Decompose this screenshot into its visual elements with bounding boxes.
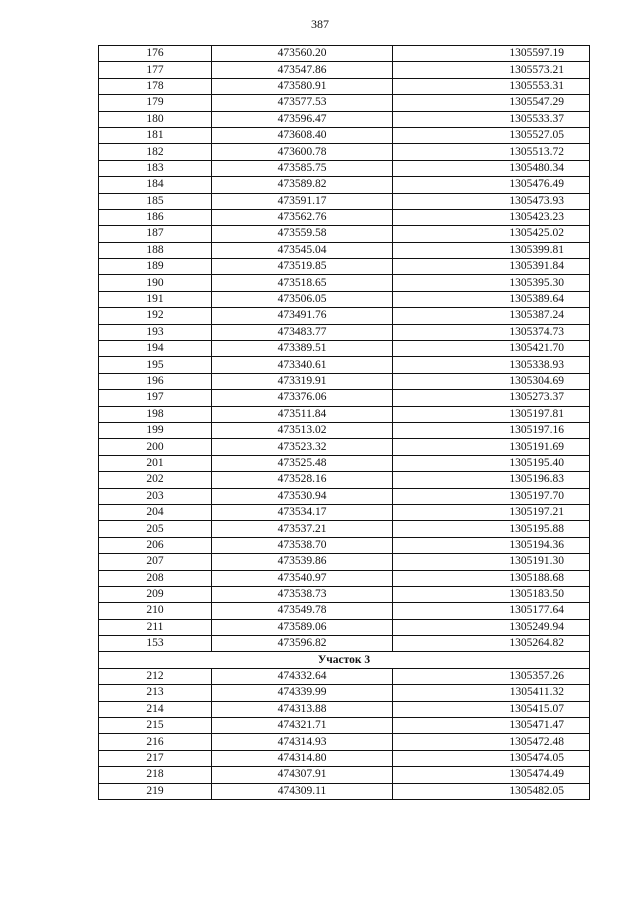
table-row (99, 718, 590, 734)
table-row (99, 324, 590, 340)
point-number-cell: 179 (99, 95, 212, 111)
x-coordinate-cell: 473340.61 (212, 357, 393, 373)
x-coordinate-cell: 473562.76 (212, 209, 393, 225)
point-number-cell: 200 (99, 439, 212, 455)
point-number-cell: 198 (99, 406, 212, 422)
y-coordinate-cell: 1305249.94 (393, 619, 590, 635)
x-coordinate-cell: 473518.65 (212, 275, 393, 291)
y-coordinate-cell: 1305474.49 (393, 767, 590, 783)
table-row (99, 111, 590, 127)
y-coordinate-cell: 1305197.16 (393, 422, 590, 438)
table-row (99, 259, 590, 275)
y-coordinate-cell: 1305421.70 (393, 341, 590, 357)
point-number-cell: 187 (99, 226, 212, 242)
point-number-cell: 185 (99, 193, 212, 209)
point-number-cell: 153 (99, 636, 212, 652)
point-number-cell: 201 (99, 455, 212, 471)
x-coordinate-cell: 473591.17 (212, 193, 393, 209)
y-coordinate-cell: 1305183.50 (393, 586, 590, 602)
point-number-cell: 189 (99, 259, 212, 275)
point-number-cell: 192 (99, 308, 212, 324)
x-coordinate-cell: 473537.21 (212, 521, 393, 537)
table-row (99, 144, 590, 160)
point-number-cell: 204 (99, 504, 212, 520)
table-row (99, 685, 590, 701)
point-number-cell: 218 (99, 767, 212, 783)
point-number-cell: 216 (99, 734, 212, 750)
section-header-group (99, 652, 590, 668)
y-coordinate-cell: 1305374.73 (393, 324, 590, 340)
point-number-cell: 181 (99, 127, 212, 143)
table-row (99, 767, 590, 783)
y-coordinate-cell: 1305194.36 (393, 537, 590, 553)
page-number: 387 (311, 17, 329, 31)
x-coordinate-cell: 473506.05 (212, 291, 393, 307)
x-coordinate-cell: 473376.06 (212, 390, 393, 406)
point-number-cell: 197 (99, 390, 212, 406)
table-row (99, 586, 590, 602)
point-number-cell: 180 (99, 111, 212, 127)
y-coordinate-cell: 1305480.34 (393, 160, 590, 176)
y-coordinate-cell: 1305195.40 (393, 455, 590, 471)
y-coordinate-cell: 1305513.72 (393, 144, 590, 160)
point-number-cell: 199 (99, 422, 212, 438)
point-number-cell: 177 (99, 62, 212, 78)
y-coordinate-cell: 1305191.30 (393, 554, 590, 570)
point-number-cell: 205 (99, 521, 212, 537)
point-number-cell: 191 (99, 291, 212, 307)
table-row (99, 62, 590, 78)
x-coordinate-cell: 473538.73 (212, 586, 393, 602)
x-coordinate-cell: 473547.86 (212, 62, 393, 78)
x-coordinate-cell: 473539.86 (212, 554, 393, 570)
x-coordinate-cell: 473519.85 (212, 259, 393, 275)
section-title: Участок 3 (99, 652, 590, 668)
table-row (99, 636, 590, 652)
table-row (99, 406, 590, 422)
table-row (99, 160, 590, 176)
point-number-cell: 190 (99, 275, 212, 291)
table-row (99, 226, 590, 242)
table-row (99, 242, 590, 258)
y-coordinate-cell: 1305273.37 (393, 390, 590, 406)
point-number-cell: 209 (99, 586, 212, 602)
table-row (99, 537, 590, 553)
x-coordinate-cell: 474332.64 (212, 668, 393, 684)
table-row (99, 291, 590, 307)
x-coordinate-cell: 473560.20 (212, 46, 393, 62)
table-row (99, 127, 590, 143)
x-coordinate-cell: 473589.82 (212, 177, 393, 193)
y-coordinate-cell: 1305472.48 (393, 734, 590, 750)
x-coordinate-cell: 473534.17 (212, 504, 393, 520)
y-coordinate-cell: 1305597.19 (393, 46, 590, 62)
table-row (99, 193, 590, 209)
x-coordinate-cell: 474313.88 (212, 701, 393, 717)
point-number-cell: 186 (99, 209, 212, 225)
y-coordinate-cell: 1305395.30 (393, 275, 590, 291)
table-row (99, 603, 590, 619)
y-coordinate-cell: 1305357.26 (393, 668, 590, 684)
x-coordinate-cell: 474309.11 (212, 783, 393, 799)
table-row (99, 341, 590, 357)
table-row (99, 783, 590, 799)
x-coordinate-cell: 474307.91 (212, 767, 393, 783)
table-row (99, 488, 590, 504)
x-coordinate-cell: 473389.51 (212, 341, 393, 357)
y-coordinate-cell: 1305188.68 (393, 570, 590, 586)
x-coordinate-cell: 473545.04 (212, 242, 393, 258)
x-coordinate-cell: 473523.32 (212, 439, 393, 455)
x-coordinate-cell: 473513.02 (212, 422, 393, 438)
x-coordinate-cell: 474321.71 (212, 718, 393, 734)
table-row (99, 701, 590, 717)
x-coordinate-cell: 473585.75 (212, 160, 393, 176)
x-coordinate-cell: 473559.58 (212, 226, 393, 242)
table-row (99, 504, 590, 520)
y-coordinate-cell: 1305547.29 (393, 95, 590, 111)
x-coordinate-cell: 473483.77 (212, 324, 393, 340)
table-row (99, 275, 590, 291)
y-coordinate-cell: 1305338.93 (393, 357, 590, 373)
y-coordinate-cell: 1305387.24 (393, 308, 590, 324)
point-number-cell: 217 (99, 750, 212, 766)
y-coordinate-cell: 1305423.23 (393, 209, 590, 225)
point-number-cell: 213 (99, 685, 212, 701)
table-row (99, 373, 590, 389)
y-coordinate-cell: 1305573.21 (393, 62, 590, 78)
y-coordinate-cell: 1305471.47 (393, 718, 590, 734)
x-coordinate-cell: 474314.93 (212, 734, 393, 750)
x-coordinate-cell: 474339.99 (212, 685, 393, 701)
point-number-cell: 184 (99, 177, 212, 193)
table-row (99, 750, 590, 766)
table-row (99, 570, 590, 586)
point-number-cell: 203 (99, 488, 212, 504)
y-coordinate-cell: 1305415.07 (393, 701, 590, 717)
x-coordinate-cell: 473596.47 (212, 111, 393, 127)
x-coordinate-cell: 473580.91 (212, 78, 393, 94)
table-row (99, 734, 590, 750)
y-coordinate-cell: 1305264.82 (393, 636, 590, 652)
table-row (99, 78, 590, 94)
point-number-cell: 193 (99, 324, 212, 340)
y-coordinate-cell: 1305425.02 (393, 226, 590, 242)
point-number-cell: 182 (99, 144, 212, 160)
y-coordinate-cell: 1305196.83 (393, 472, 590, 488)
y-coordinate-cell: 1305195.88 (393, 521, 590, 537)
point-number-cell: 188 (99, 242, 212, 258)
x-coordinate-cell: 473540.97 (212, 570, 393, 586)
point-number-cell: 196 (99, 373, 212, 389)
table-row (99, 668, 590, 684)
table-row (99, 46, 590, 62)
coordinates-table (98, 45, 590, 800)
point-number-cell: 202 (99, 472, 212, 488)
point-number-cell: 208 (99, 570, 212, 586)
x-coordinate-cell: 473549.78 (212, 603, 393, 619)
table-row (99, 177, 590, 193)
y-coordinate-cell: 1305191.69 (393, 439, 590, 455)
y-coordinate-cell: 1305391.84 (393, 259, 590, 275)
table-row (99, 472, 590, 488)
x-coordinate-cell: 474314.80 (212, 750, 393, 766)
x-coordinate-cell: 473319.91 (212, 373, 393, 389)
point-number-cell: 207 (99, 554, 212, 570)
y-coordinate-cell: 1305389.64 (393, 291, 590, 307)
table-row (99, 455, 590, 471)
table-row (99, 357, 590, 373)
point-number-cell: 212 (99, 668, 212, 684)
y-coordinate-cell: 1305473.93 (393, 193, 590, 209)
point-number-cell: 211 (99, 619, 212, 635)
y-coordinate-cell: 1305197.21 (393, 504, 590, 520)
point-number-cell: 194 (99, 341, 212, 357)
x-coordinate-cell: 473589.06 (212, 619, 393, 635)
y-coordinate-cell: 1305177.64 (393, 603, 590, 619)
x-coordinate-cell: 473600.78 (212, 144, 393, 160)
point-number-cell: 210 (99, 603, 212, 619)
point-number-cell: 215 (99, 718, 212, 734)
x-coordinate-cell: 473511.84 (212, 406, 393, 422)
table-row (99, 390, 590, 406)
table-row (99, 619, 590, 635)
y-coordinate-cell: 1305197.81 (393, 406, 590, 422)
point-number-cell: 176 (99, 46, 212, 62)
x-coordinate-cell: 473596.82 (212, 636, 393, 652)
y-coordinate-cell: 1305474.05 (393, 750, 590, 766)
x-coordinate-cell: 473577.53 (212, 95, 393, 111)
table-row (99, 422, 590, 438)
x-coordinate-cell: 473491.76 (212, 308, 393, 324)
x-coordinate-cell: 473608.40 (212, 127, 393, 143)
y-coordinate-cell: 1305304.69 (393, 373, 590, 389)
point-number-cell: 183 (99, 160, 212, 176)
y-coordinate-cell: 1305482.05 (393, 783, 590, 799)
point-number-cell: 214 (99, 701, 212, 717)
x-coordinate-cell: 473530.94 (212, 488, 393, 504)
table-row (99, 439, 590, 455)
y-coordinate-cell: 1305476.49 (393, 177, 590, 193)
table-row (99, 308, 590, 324)
x-coordinate-cell: 473538.70 (212, 537, 393, 553)
table-row (99, 209, 590, 225)
table-row (99, 521, 590, 537)
table-row (99, 554, 590, 570)
point-number-cell: 178 (99, 78, 212, 94)
x-coordinate-cell: 473528.16 (212, 472, 393, 488)
x-coordinate-cell: 473525.48 (212, 455, 393, 471)
section-header-row (99, 652, 590, 668)
y-coordinate-cell: 1305411.32 (393, 685, 590, 701)
point-number-cell: 219 (99, 783, 212, 799)
coordinates-table-part2 (99, 668, 590, 799)
y-coordinate-cell: 1305197.70 (393, 488, 590, 504)
point-number-cell: 206 (99, 537, 212, 553)
y-coordinate-cell: 1305527.05 (393, 127, 590, 143)
point-number-cell: 195 (99, 357, 212, 373)
table-row (99, 95, 590, 111)
coordinates-table-part1 (99, 46, 590, 652)
y-coordinate-cell: 1305399.81 (393, 242, 590, 258)
y-coordinate-cell: 1305553.31 (393, 78, 590, 94)
y-coordinate-cell: 1305533.37 (393, 111, 590, 127)
